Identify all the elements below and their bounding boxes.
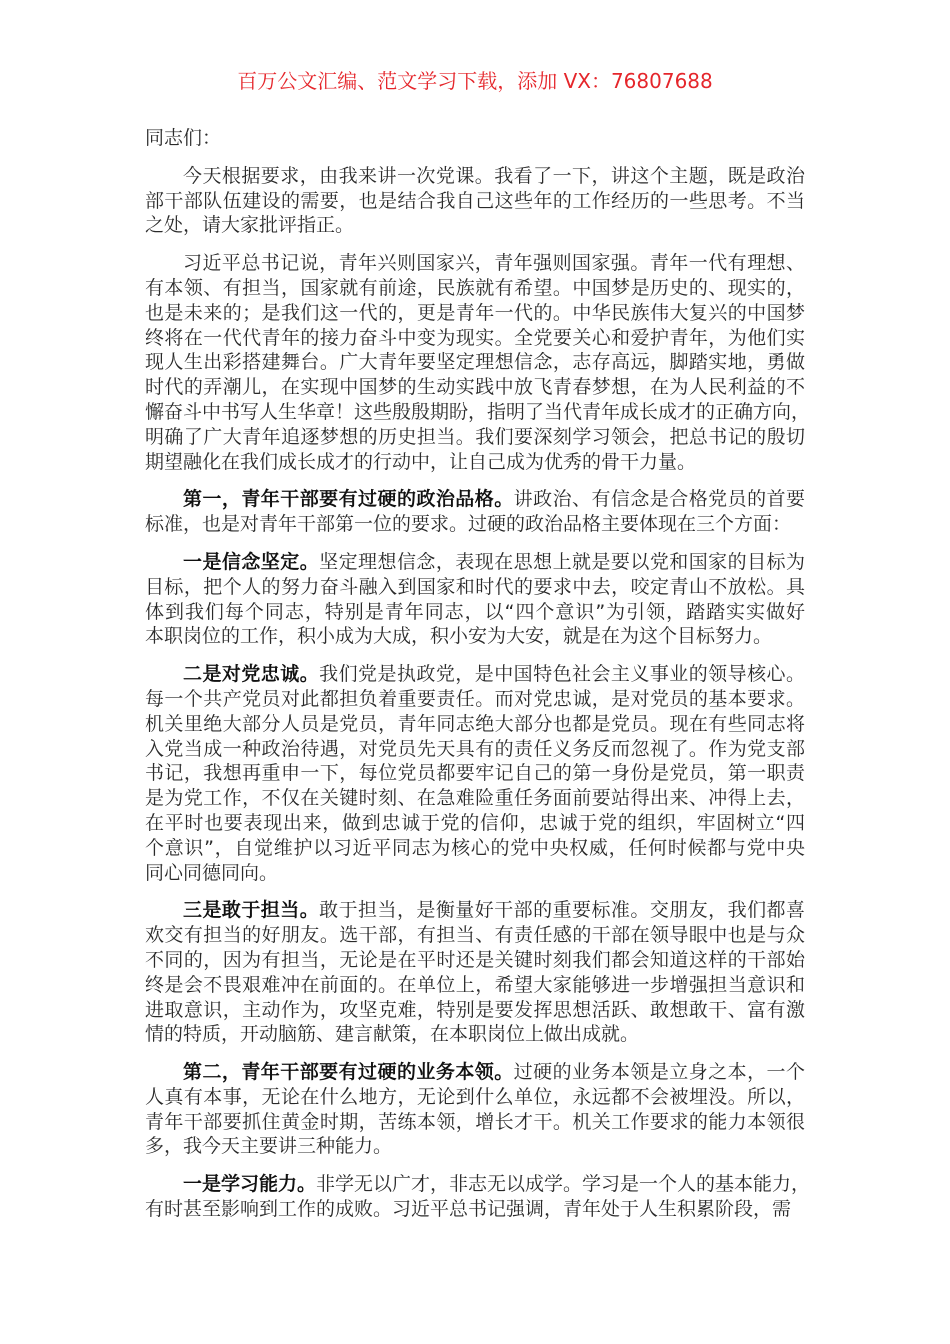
line-text: 过硬的业务本领是立身之本，一个 xyxy=(513,1061,805,1084)
paragraph-line xyxy=(145,251,805,276)
line-text: 标准，也是对青年干部第一位的要求。过硬的政治品格主要体现在三个方面： xyxy=(145,513,792,536)
paragraph-line xyxy=(145,712,805,737)
paragraph xyxy=(145,662,805,885)
line-text: 进取意识，主动作为，攻坚克难，特别是要发挥思想活跃、敢想敢干、富有激 xyxy=(145,998,805,1021)
line-text: 部干部队伍建设的需要，也是结合我自己这些年的工作经历的一些思考。不当 xyxy=(145,189,805,212)
paragraph-line xyxy=(145,898,805,923)
line-text: 我们党是执政党，是中国特色社会主义事业的领导核心。 xyxy=(319,663,805,686)
line-text: 明确了广大青年追逐梦想的历史担当。我们要深刻学习领会，把总书记的殷切 xyxy=(145,425,805,448)
paragraph-line xyxy=(145,301,805,326)
paragraph-heading: 一是信念坚定。 xyxy=(183,550,320,573)
paragraph-line xyxy=(145,624,805,649)
paragraph-line xyxy=(145,861,805,886)
paragraph-heading: 第一，青年干部要有过硬的政治品格。 xyxy=(183,488,514,511)
line-text: 入党当成一种政治待遇，对党员先天具有的责任义务反而忽视了。作为党支部 xyxy=(145,737,805,760)
line-text: 有时甚至影响到工作的成败。习近平总书记强调，青年处于人生积累阶段，需 xyxy=(145,1198,792,1221)
paragraph-line xyxy=(145,948,805,973)
paragraph-line xyxy=(145,998,805,1023)
paragraph xyxy=(145,898,805,1047)
paragraph-line xyxy=(145,1172,811,1197)
document-body xyxy=(145,126,811,1235)
paragraph-line xyxy=(145,326,805,351)
paragraph-line xyxy=(145,737,805,762)
greeting-line: 同志们： xyxy=(145,127,222,149)
paragraph-line xyxy=(145,487,805,512)
paragraph-line xyxy=(145,923,805,948)
line-text: 青年干部要抓住黄金时期，苦练本领，增长才干。机关工作要求的能力本领很 xyxy=(145,1110,805,1133)
paragraph-line xyxy=(145,761,805,786)
paragraph-line xyxy=(145,1085,805,1110)
paragraph-line xyxy=(145,687,805,712)
paragraph-heading: 第二，青年干部要有过硬的业务本领。 xyxy=(183,1061,514,1084)
greeting xyxy=(145,126,805,151)
paragraph-line xyxy=(145,1134,805,1159)
paragraph-line xyxy=(145,550,805,575)
paragraph xyxy=(145,1060,805,1159)
line-text: 期望融化在我们成长成才的行动中，让自己成为优秀的骨干力量。 xyxy=(145,450,697,473)
paragraph-line xyxy=(145,276,805,301)
paragraph-line xyxy=(145,786,805,811)
paragraph-line xyxy=(145,1060,805,1085)
paragraph-line xyxy=(145,400,811,425)
line-text: 终将在一代代青年的接力奋斗中变为现实。全党要关心和爱护青年，为他们实 xyxy=(145,326,805,349)
line-text: 不同的，因为有担当，无论是在平时还是关键时刻我们都会知道这样的干部始 xyxy=(145,948,805,971)
line-text: 时代的弄潮儿，在实现中国梦的生动实践中放飞青春梦想，在为人民利益的不 xyxy=(145,376,805,399)
line-text: 人真有本事，无论在什么地方，无论到什么单位，永远都不会被埋没。所以， xyxy=(145,1085,805,1108)
line-text: 坚定理想信念，表现在思想上就是要以党和国家的目标为 xyxy=(319,550,805,573)
paragraph-line xyxy=(145,811,805,836)
paragraph-heading: 三是敢于担当。 xyxy=(183,899,320,922)
line-text: 目标，把个人的努力奋斗融入到国家和时代的要求中去，咬定青山不放松。具 xyxy=(145,575,805,598)
paragraph-heading: 一是学习能力。 xyxy=(183,1173,317,1196)
line-text: 习近平总书记说，青年兴则国家兴，青年强则国家强。青年一代有理想、 xyxy=(183,252,805,275)
line-text: 有本领、有担当，国家就有前途，民族就有希望。中国梦是历史的、现实的， xyxy=(145,276,805,299)
line-text: 情的特质，开动脑筋、建言献策，在本职岗位上做出成就。 xyxy=(145,1023,640,1046)
line-text: 在平时也要表现出来，做到忠诚于党的信仰，忠诚于党的组织，牢固树立“四 xyxy=(145,811,805,834)
line-text: 同心同德同向。 xyxy=(145,861,279,884)
line-text: 之处，请大家批评指正。 xyxy=(145,214,355,237)
line-text: 终是会不畏艰难冲在前面的。在单位上，希望大家能够进一步增强担当意识和 xyxy=(145,973,805,996)
paragraph xyxy=(145,164,805,238)
paragraph-line xyxy=(145,450,805,475)
line-text: 今天根据要求，由我来讲一次党课。我看了一下，讲这个主题，既是政治 xyxy=(183,164,805,187)
line-text: 现人生出彩搭建舞台。广大青年要坚定理想信念，志存高远，脚踏实地，勇做 xyxy=(145,351,805,374)
paragraph-line xyxy=(145,973,805,998)
paragraph-line xyxy=(145,213,805,238)
line-text: 懈奋斗中书写人生华章！这些殷殷期盼，指明了当代青年成长成才的正确方向， xyxy=(145,400,811,423)
line-text: 本职岗位的工作，积小成为大成，积小安为大安，就是在为这个目标努力。 xyxy=(145,625,773,648)
paragraph-line xyxy=(145,350,805,375)
line-text: 讲政治、有信念是合格党员的首要 xyxy=(513,488,805,511)
paragraph-line xyxy=(145,189,805,214)
paragraph-line xyxy=(145,512,805,537)
paragraph-line xyxy=(145,1110,805,1135)
line-text: 也是未来的；是我们这一代的，更是青年一代的。中华民族伟大复兴的中国梦 xyxy=(145,301,805,324)
paragraph-line xyxy=(145,164,805,189)
paragraph-line xyxy=(145,425,805,450)
line-text: 体到我们每个同志，特别是青年同志，以“四个意识”为引领，踏踏实实做好 xyxy=(145,600,805,623)
paragraph-line xyxy=(145,662,805,687)
paragraph-heading: 二是对党忠诚。 xyxy=(183,663,320,686)
paragraph xyxy=(145,251,811,474)
paragraph-line xyxy=(145,575,805,600)
paragraph-line xyxy=(145,1197,805,1222)
line-text: 机关里绝大部分人员是党员，青年同志绝大部分也都是党员。现在有些同志将 xyxy=(145,712,805,735)
line-text: 书记，我想再重申一下，每位党员都要牢记自己的第一身份是党员，第一职责 xyxy=(145,762,805,785)
line-text: 敢于担当，是衡量好干部的重要标准。交朋友，我们都喜 xyxy=(319,899,805,922)
paragraph-line xyxy=(145,1022,805,1047)
paragraph xyxy=(145,487,805,537)
line-text: 个意识”，自觉维护以习近平同志为核心的党中央权威，任何时候都与党中央 xyxy=(145,836,805,859)
line-text: 多，我今天主要讲三种能力。 xyxy=(145,1135,393,1158)
paragraph-line xyxy=(145,836,805,861)
line-text: 欢交有担当的好朋友。选干部，有担当、有责任感的干部在领导眼中也是与众 xyxy=(145,924,805,947)
paragraph xyxy=(145,1172,811,1222)
paragraph-line xyxy=(145,600,805,625)
watermark-header: 百万公文汇编、范文学习下载，添加 VX：76807688 xyxy=(237,69,713,93)
line-text: 非学无以广才，非志无以成学。学习是一个人的基本能力， xyxy=(316,1173,811,1196)
line-text: 每一个共产党员对此都担负着重要责任。而对党忠诚，是对党员的基本要求。 xyxy=(145,687,805,710)
line-text: 是为党工作，不仅在关键时刻、在急难险重任务面前要站得出来、冲得上去， xyxy=(145,787,805,810)
paragraph-line xyxy=(145,375,805,400)
paragraph xyxy=(145,550,805,649)
